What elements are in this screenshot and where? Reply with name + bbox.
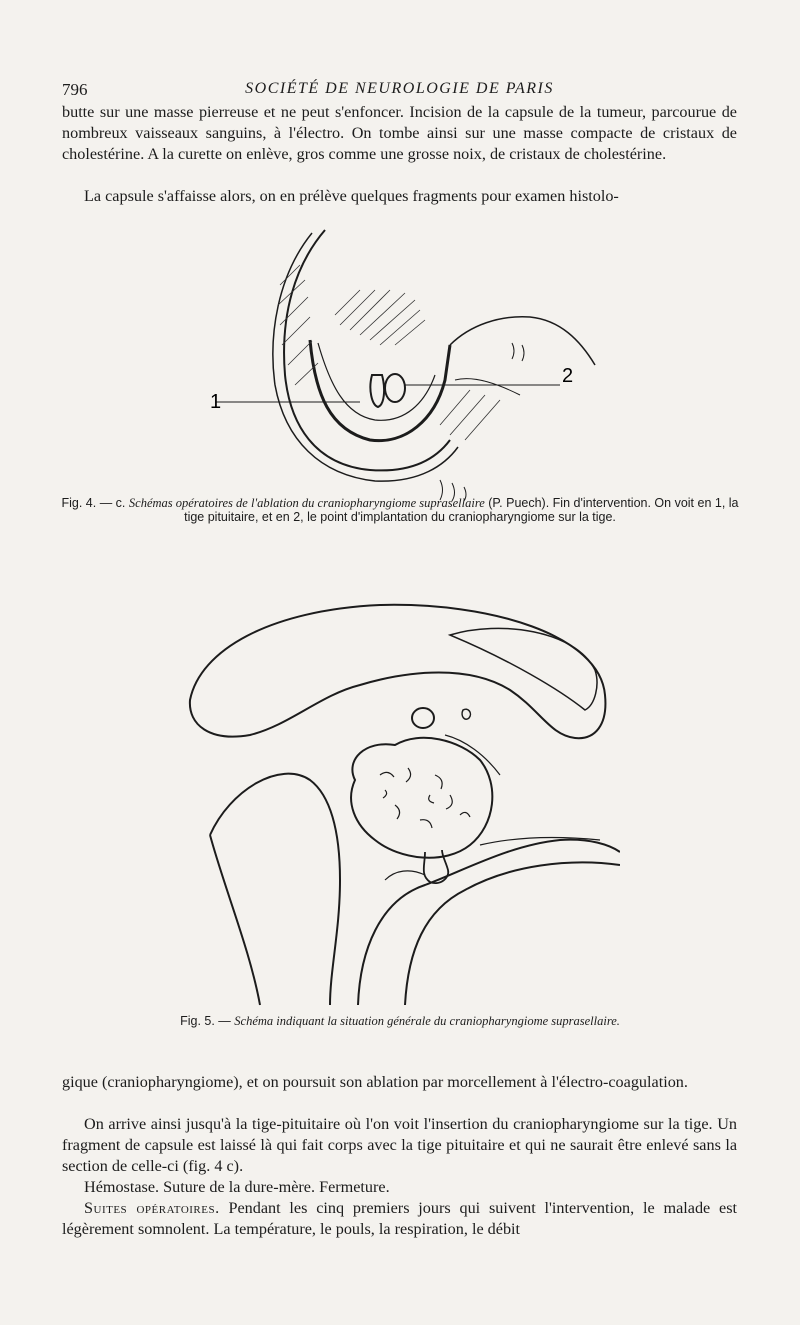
paragraph-bottom-2: On arrive ainsi jusqu'à la tige-pituitaire où l'on voit l'insertion du craniopharyngiome sur la tige. Un fragment de capsule est laissé là qui fait corps avec la tige pituitaire et qui ne saurait être enlevé sans la section de celle-ci (fig. 4 c). — [62, 1115, 737, 1175]
fig4-cavity — [310, 340, 450, 441]
paragraph-bottom-3: Hémostase. Suture de la dure-mère. Fermeture. — [84, 1178, 390, 1196]
fig4-caption-rest: Fin d'intervention. On voit en 1, la tige pituitaire, et en 2, le point d'implantation du craniopharyngiome sur la tige. — [184, 496, 739, 524]
fig4-cavity-inner — [318, 343, 435, 420]
fig5-inner-line — [445, 735, 500, 775]
fig5-caption-prefix: Fig. 5. — — [180, 1014, 231, 1028]
fig4-right-lobe — [450, 317, 595, 365]
fig5-chiasm — [385, 871, 425, 880]
figure-4-drawing — [200, 225, 600, 503]
fig4-label-1: 1 — [210, 391, 222, 413]
fig5-sella — [358, 840, 620, 1005]
section-lead: Suites opératoires. — [84, 1199, 220, 1217]
fig5-caption-italic: Schéma indiquant la situation générale du craniopharyngiome suprasellaire. — [234, 1014, 620, 1028]
fig4-outer-wall — [284, 230, 450, 470]
running-head — [62, 80, 737, 102]
fig5-tumor — [351, 738, 492, 858]
fig5-frontal — [210, 774, 340, 1005]
fig4-label-2: 2 — [562, 365, 574, 387]
fig4-caption-author: (P. Puech). — [488, 496, 550, 510]
fig4-marks-2 — [512, 343, 524, 361]
paragraph-bottom-4 — [62, 1198, 737, 1240]
figure-4-caption — [50, 496, 750, 524]
figure-5-svg — [180, 590, 620, 1010]
paragraph-top-1: butte sur une masse pierreuse et ne peut s'enfoncer. Incision de la capsule de la tumeur, parcourue de nombreux vaisseaux sanguins, à l'électro. On tombe ainsi sur une masse compacte de cristaux de cholestérine. A la curette on enlève, gros comme une grosse noix, de cristaux de cholestérine. — [62, 103, 737, 163]
fig4-caption-italic: Schémas opératoires de l'ablation du craniopharyngiome suprasellaire — [128, 496, 485, 510]
fig5-arch — [190, 605, 606, 738]
figure-5-drawing — [180, 590, 620, 1010]
fig4-implant-point — [385, 374, 405, 402]
fig5-small-mark — [462, 709, 470, 719]
fig5-ventricle — [450, 628, 597, 710]
fig4-stalk — [370, 375, 384, 407]
fig4-caption-prefix: Fig. 4. — c. — [61, 496, 126, 510]
fig5-frontal-2 — [210, 835, 260, 1005]
journal-title: SOCIÉTÉ DE NEUROLOGIE DE PARIS — [245, 80, 554, 97]
figure-4-svg — [200, 225, 600, 503]
figure-5-caption — [50, 1014, 750, 1028]
fig4-right-curve — [455, 379, 520, 395]
paragraph-top-2: La capsule s'affaisse alors, on en prélève quelques fragments pour examen histolo- — [84, 187, 619, 205]
page-number: 796 — [62, 80, 88, 99]
paragraph-bottom-4-text: Pendant les cinq premiers jours qui suivent l'intervention, le malade est légèrement somnolent. La température, le pouls, la respiration, le débit — [62, 1199, 737, 1238]
fig5-tumor-texture — [380, 768, 470, 828]
fig5-foramen — [412, 708, 434, 728]
paragraph-bottom-1: gique (craniopharyngiome), et on poursuit son ablation par morcellement à l'électro-coagulation. — [62, 1073, 688, 1091]
